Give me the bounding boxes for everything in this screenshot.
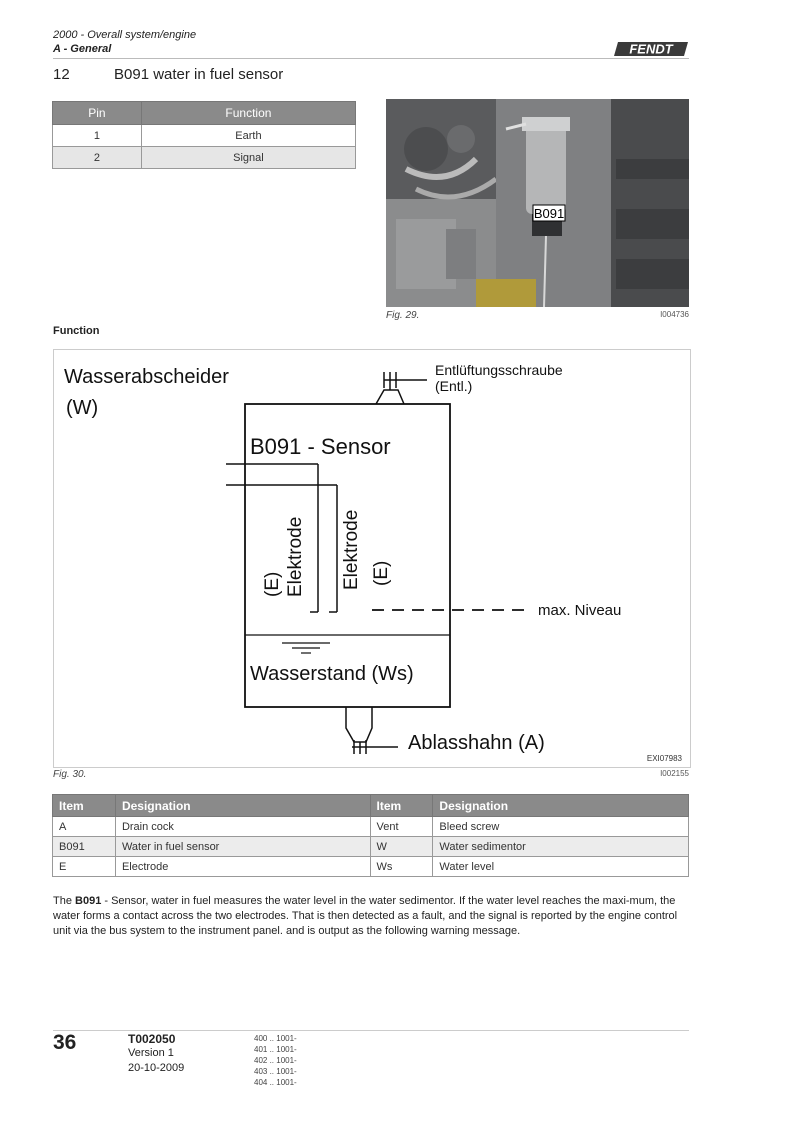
vent-screw-symbol (376, 372, 427, 404)
pin-header: Pin (53, 102, 142, 125)
figure-caption: Fig. 30. (53, 769, 87, 780)
table-row (53, 817, 689, 837)
photo-label: B091 (533, 206, 565, 221)
description-lead: The (53, 895, 76, 907)
function-cell: Earth (141, 125, 355, 147)
designation-cell: Drain cock (115, 817, 370, 837)
table-row (53, 857, 689, 877)
designation-header: Designation (115, 795, 370, 817)
designation-cell: Water in fuel sensor (115, 837, 370, 857)
drain-label: Ablasshahn (A) (408, 732, 545, 754)
diagram-title-abbrev: (W) (66, 397, 99, 419)
electrode-right-label: Elektrode (341, 509, 362, 590)
footer-divider (53, 1030, 689, 1031)
item-cell: Ws (370, 857, 433, 877)
section-number: 12 (53, 66, 70, 83)
section-title: B091 water in fuel sensor (114, 66, 284, 83)
function-heading: Function (53, 325, 100, 337)
sensor-label: B091 - Sensor (250, 434, 391, 459)
description-sensor-code: B091 (75, 895, 102, 907)
designation-cell: Electrode (115, 857, 370, 877)
designation-cell: Water sedimentor (433, 837, 689, 857)
serial-entry: 401 .. 1001- (254, 1045, 297, 1054)
table-row (53, 125, 356, 147)
item-cell: Vent (370, 817, 433, 837)
document-code: T002050 (128, 1032, 176, 1046)
electrode-left-abbrev: (E) (262, 571, 283, 597)
pin-cell: 1 (53, 125, 142, 147)
item-header: Item (370, 795, 433, 817)
function-header: Function (141, 102, 355, 125)
serial-entry: 402 .. 1001- (254, 1056, 297, 1065)
water-level-label: Wasserstand (Ws) (250, 663, 414, 685)
brand-text: FENDT (629, 41, 673, 57)
designation-cell: Bleed screw (433, 817, 689, 837)
item-cell: E (53, 857, 116, 877)
electrode-left-label: Elektrode (285, 516, 306, 597)
vent-abbrev: (Entl.) (435, 378, 473, 394)
figure-code: I002155 (660, 769, 689, 778)
max-level-label: max. Niveau (538, 602, 622, 619)
serial-entry: 400 .. 1001- (254, 1034, 297, 1043)
legend-table (52, 794, 689, 877)
header-title: 2000 - Overall system/engine (53, 29, 197, 41)
diagram-code: EXI07983 (646, 754, 682, 763)
serial-entry: 403 .. 1001- (254, 1067, 297, 1076)
figure-caption: Fig. 29. (386, 310, 420, 321)
function-cell: Signal (141, 147, 355, 169)
header-divider (53, 58, 689, 59)
serial-entry: 404 .. 1001- (254, 1078, 297, 1087)
description-text: - Sensor, water in fuel measures the water level in the water sedimentor. If the water level reaches the maxi-mum, the water forms a contact across the two electrodes. That is then detected as a fault, and the signal is reported by the engine control unit via the bus system to the instrument panel. and is output as the following warning message. (53, 895, 678, 937)
water-level-symbol (282, 643, 330, 653)
drain-cock-symbol (346, 707, 398, 754)
pin-table (52, 101, 356, 169)
item-cell: B091 (53, 837, 116, 857)
designation-header: Designation (433, 795, 689, 817)
sensor-photo (386, 99, 689, 307)
figure-code: I004736 (660, 310, 689, 319)
item-cell: W (370, 837, 433, 857)
page-number: 36 (53, 1031, 77, 1054)
table-row (53, 837, 689, 857)
diagram-title: Wasserabscheider (64, 366, 229, 388)
item-header: Item (53, 795, 116, 817)
designation-cell: Water level (433, 857, 689, 877)
table-row (53, 147, 356, 169)
document-date: 20-10-2009 (128, 1062, 185, 1074)
description-paragraph (53, 894, 689, 939)
header-subtitle: A - General (53, 43, 112, 55)
serial-list (254, 1033, 297, 1088)
pin-cell: 2 (53, 147, 142, 169)
item-cell: A (53, 817, 116, 837)
vent-label: Entlüftungsschraube (435, 362, 563, 378)
brand-logo (614, 40, 690, 58)
document-version: Version 1 (128, 1047, 174, 1059)
sedimentor-diagram (53, 349, 691, 768)
electrode-right-abbrev: (E) (371, 560, 392, 586)
